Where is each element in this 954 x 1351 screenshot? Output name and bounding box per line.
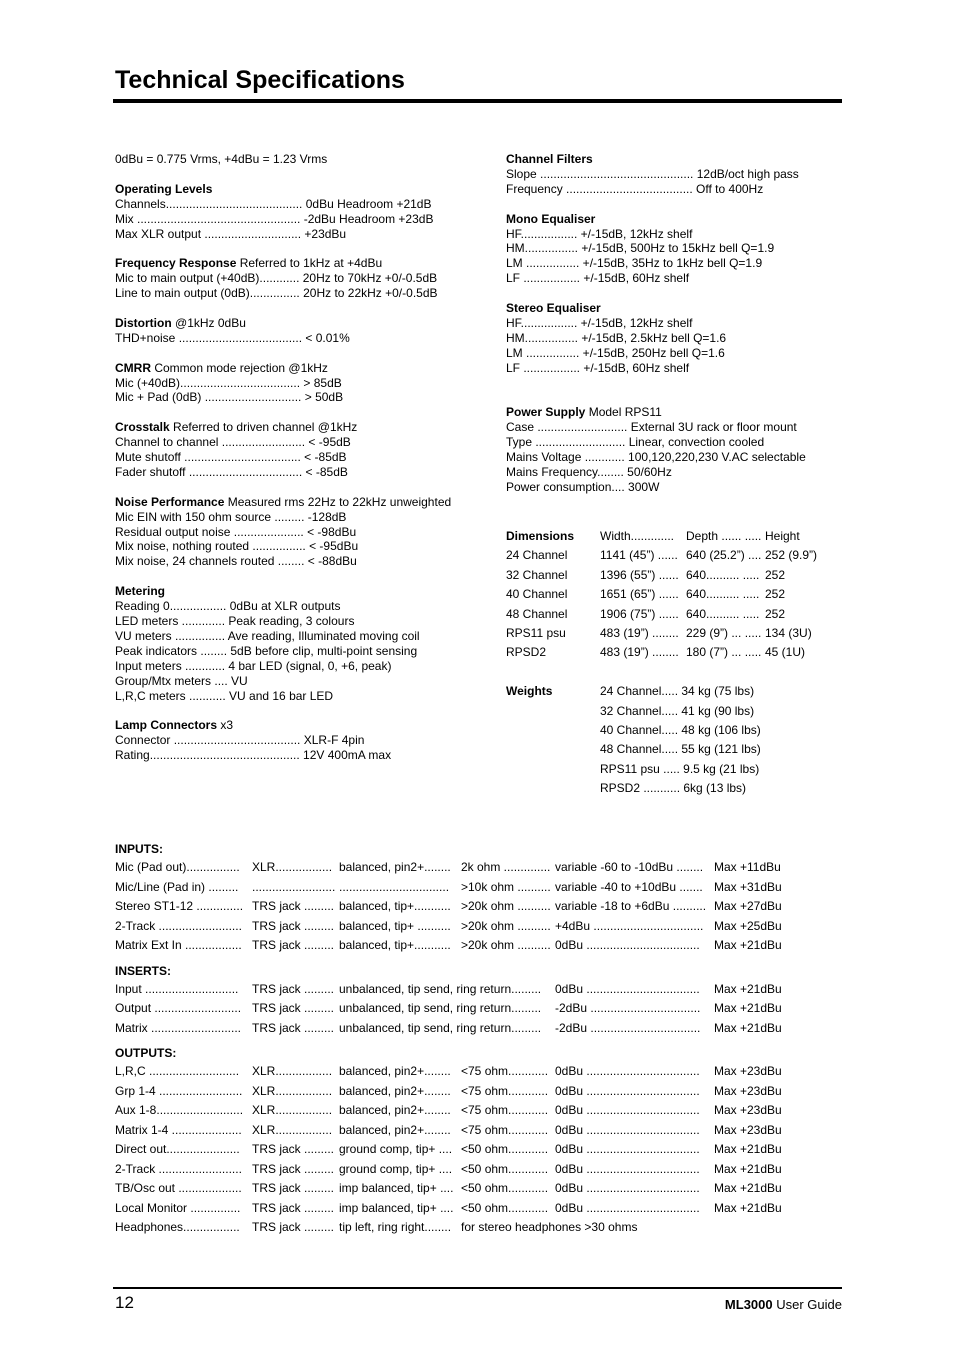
row-label: 48 Channel <box>506 606 568 621</box>
connector-type: TRS jack ......... <box>252 981 335 996</box>
footer-guide-text: User Guide <box>772 1297 842 1312</box>
column-header: Height <box>765 529 800 543</box>
row-label: 24 Channel <box>506 548 568 563</box>
max-level: Max +23dBu <box>714 1103 782 1117</box>
dimensions-table <box>506 527 846 798</box>
connector-type: TRS jack ......... <box>252 1220 335 1234</box>
impedance: for stereo headphones >30 ohms <box>461 1220 638 1234</box>
spec-line: LF ................. +/-15dB, 60Hz shelf <box>506 360 690 375</box>
section-heading: Distortion <box>115 315 172 330</box>
height-value: 134 (3U) <box>765 625 812 640</box>
spec-line: Power consumption.... 300W <box>506 479 660 494</box>
spec-line: HF................. +/-15dB, 12kHz shelf <box>506 315 693 330</box>
column-header: Width............. <box>600 529 675 543</box>
inserts-heading: INSERTS: <box>115 963 172 978</box>
connection: ground comp, tip+ .... <box>339 1142 453 1156</box>
spec-line: Reading 0................. 0dBu at XLR outputs <box>115 599 341 614</box>
table-row <box>115 878 815 898</box>
section-subheading: Model RPS11 <box>585 405 662 420</box>
section-heading: Power Supply <box>506 405 586 420</box>
spec-line: LM ................ +/-15dB, 250Hz bell Q=1.6 <box>506 345 725 360</box>
spec-line: Channels......................................... 0dBu Headroom +21dB <box>115 196 432 211</box>
power-supply-section <box>506 405 806 494</box>
section-heading: Dimensions <box>506 529 575 543</box>
weights-row <box>506 682 846 701</box>
connector-type: TRS jack ......... <box>252 1200 335 1215</box>
row-label: Matrix ........................... <box>115 1020 242 1035</box>
width-value: 1906 (75”) ...... <box>600 606 679 621</box>
weights-row <box>506 721 846 740</box>
channel-filters-section <box>506 152 806 197</box>
height-value: 45 (1U) <box>765 645 806 660</box>
impedance: 2k ohm .............. <box>461 860 551 874</box>
row-label: Mic (Pad out)................ <box>115 860 240 874</box>
row-label: Output .......................... <box>115 1001 242 1015</box>
right-column <box>506 152 806 495</box>
dimensions-row <box>506 546 846 565</box>
nominal-level: 0dBu .................................. <box>555 1103 700 1117</box>
section-heading: Operating Levels <box>115 181 213 196</box>
dimensions-row <box>506 605 846 624</box>
max-level: Max +23dBu <box>714 1122 782 1137</box>
spec-line: Input meters ............ 4 bar LED (signal, 0, +6, peak) <box>115 658 392 673</box>
connection: balanced, tip+ .......... <box>339 918 451 933</box>
max-level: Max +21dBu <box>714 1200 782 1215</box>
connection: balanced, pin2+........ <box>339 1122 451 1137</box>
impedance: >20k ohm .......... <box>461 899 551 913</box>
nominal-level: -2dBu ................................. <box>555 1001 701 1015</box>
weight-value: RPS11 psu ..... 9.5 kg (21 lbs) <box>600 761 760 776</box>
row-label: Headphones................. <box>115 1220 240 1234</box>
dimensions-row <box>506 566 846 585</box>
row-label: RPS11 psu <box>506 625 566 640</box>
max-level: Max +21dBu <box>714 938 782 952</box>
connection: unbalanced, tip send, ring return......... <box>339 1020 542 1035</box>
width-value: 483 (19”) ........ <box>600 625 679 640</box>
impedance: <75 ohm............ <box>461 1064 549 1078</box>
connector-type: TRS jack ......... <box>252 938 335 952</box>
depth-value: 640.......... ..... <box>686 587 760 602</box>
noise-performance-section <box>115 495 451 570</box>
connection: imp balanced, tip+ .... <box>339 1200 454 1215</box>
spec-line: LM ................ +/-15dB, 35Hz to 1kHz bell Q=1.9 <box>506 256 763 271</box>
spec-line: LF ................. +/-15dB, 60Hz shelf <box>506 271 690 286</box>
section-heading: Lamp Connectors <box>115 718 218 733</box>
height-value: 252 <box>765 606 786 621</box>
connector-type: TRS jack ......... <box>252 899 335 913</box>
spec-line: Rating............................................. 12V 400mA max <box>115 748 392 763</box>
row-label: Grp 1-4 ......................... <box>115 1083 243 1098</box>
connection: balanced, pin2+........ <box>339 860 451 874</box>
row-label: 2-Track ......................... <box>115 1161 242 1176</box>
spec-line: Residual output noise ..................... < -98dBu <box>115 524 357 539</box>
nominal-level: -2dBu ................................. <box>555 1020 701 1035</box>
connection: balanced, pin2+........ <box>339 1103 451 1117</box>
depth-value: 180 (7”) ... ..... <box>686 645 762 660</box>
left-column <box>115 152 451 763</box>
table-row <box>115 1199 815 1219</box>
nominal-level: 0dBu .................................. <box>555 1181 700 1195</box>
reference-level-note: 0dBu = 0.775 Vrms, +4dBu = 1.23 Vrms <box>115 152 328 166</box>
spec-line: Mic to main output (+40dB)............ 20Hz to 70kHz +0/-0.5dB <box>115 271 438 286</box>
max-level: Max +25dBu <box>714 918 782 933</box>
weight-value: 32 Channel..... 41 kg (90 lbs) <box>600 703 755 718</box>
row-label: L,R,C ........................... <box>115 1064 240 1078</box>
connection: unbalanced, tip send, ring return......... <box>339 1001 542 1015</box>
io-spec-table <box>115 840 815 1238</box>
spec-line: Line to main output (0dB)............... 20Hz to 22kHz +0/-0.5dB <box>115 286 438 301</box>
impedance: <75 ohm............ <box>461 1103 549 1117</box>
spec-line: Mix ................................................. -2dBu Headroom +23dB <box>115 211 434 226</box>
section-subheading: Measured rms 22Hz to 22kHz unweighted <box>224 494 452 509</box>
nominal-level: +4dBu ................................. <box>555 918 704 933</box>
width-value: 483 (19”) ........ <box>600 645 679 660</box>
row-label: Stereo ST1-12 .............. <box>115 899 244 913</box>
impedance: <50 ohm............ <box>461 1200 549 1215</box>
connector-type: TRS jack ......... <box>252 1001 335 1015</box>
lamp-connectors-section <box>115 718 451 763</box>
nominal-level: 0dBu .................................. <box>555 1161 700 1176</box>
inputs-heading: INPUTS: <box>115 842 163 856</box>
section-subheading: @1kHz 0dBu <box>171 315 246 330</box>
weights-row <box>506 702 846 721</box>
weight-value: 40 Channel..... 48 kg (106 lbs) <box>600 722 761 737</box>
nominal-level: 0dBu .................................. <box>555 1200 700 1215</box>
weight-value: 24 Channel..... 34 kg (75 lbs) <box>600 684 755 699</box>
connector-type: XLR................. <box>252 1064 333 1078</box>
max-level: Max +21dBu <box>714 1161 782 1176</box>
connection: balanced, pin2+........ <box>339 1083 451 1098</box>
cmrr-section <box>115 361 451 406</box>
width-value: 1651 (65”) ...... <box>600 587 679 602</box>
metering-section <box>115 584 451 703</box>
connection: ................................. <box>339 879 450 894</box>
weight-value: 48 Channel..... 55 kg (121 lbs) <box>600 742 761 757</box>
spec-line: Mute shutoff ................................... < -85dB <box>115 450 347 465</box>
section-heading: CMRR <box>115 360 151 375</box>
section-heading: Crosstalk <box>115 420 170 435</box>
inputs-rows <box>115 858 815 956</box>
table-row <box>115 1082 815 1102</box>
row-label: Matrix 1-4 ..................... <box>115 1122 242 1137</box>
footer-guide-title <box>725 1297 842 1312</box>
dimensions-header-row <box>506 527 846 546</box>
spec-line: Mic + Pad (0dB) ............................. > 50dB <box>115 390 344 405</box>
section-heading: Metering <box>115 584 166 599</box>
nominal-level: variable -40 to +10dBu ....... <box>555 879 703 894</box>
spec-line: Mains Voltage ............ 100,120,220,230 V.AC selectable <box>506 450 806 465</box>
width-value: 1396 (55”) ...... <box>600 567 679 582</box>
table-row <box>115 1062 815 1082</box>
spec-line: Type ........................... Linear, convection cooled <box>506 435 765 450</box>
page-title: Technical Specifications <box>115 66 405 94</box>
impedance: <75 ohm............ <box>461 1122 549 1137</box>
max-level: Max +21dBu <box>714 1001 782 1015</box>
depth-value: 229 (9”) ... ..... <box>686 625 762 640</box>
row-label: Aux 1-8.......................... <box>115 1103 244 1117</box>
table-row <box>115 1179 815 1199</box>
connection: unbalanced, tip send, ring return......... <box>339 981 542 996</box>
max-level: Max +21dBu <box>714 1181 782 1195</box>
row-label: RPSD2 <box>506 645 547 660</box>
dimensions-row <box>506 585 846 604</box>
connector-type: TRS jack ......... <box>252 1181 335 1195</box>
impedance: >20k ohm .......... <box>461 918 551 933</box>
section-subheading: Common mode rejection @1kHz <box>151 360 328 375</box>
connection: balanced, tip+........... <box>339 899 451 913</box>
connector-type: TRS jack ......... <box>252 1142 335 1156</box>
section-subheading: Referred to driven channel @1kHz <box>169 420 358 435</box>
impedance: <50 ohm............ <box>461 1161 549 1176</box>
section-heading: Channel Filters <box>506 152 593 166</box>
frequency-response-section <box>115 256 451 301</box>
spec-line: VU meters ............... Ave reading, Illuminated moving coil <box>115 628 420 643</box>
impedance: >10k ohm .......... <box>461 879 551 894</box>
connection: balanced, pin2+........ <box>339 1064 451 1078</box>
crosstalk-section <box>115 420 451 480</box>
max-level: Max +27dBu <box>714 899 782 913</box>
section-heading: Weights <box>506 684 553 699</box>
page-number: 12 <box>115 1293 134 1312</box>
table-row <box>115 1218 815 1238</box>
table-row <box>115 1121 815 1141</box>
max-level: Max +21dBu <box>714 1020 782 1035</box>
weight-value: RPSD2 ........... 6kg (13 lbs) <box>600 781 747 796</box>
row-label: Local Monitor ............... <box>115 1200 241 1215</box>
spec-line: Max XLR output ............................. +23dBu <box>115 226 347 241</box>
table-row <box>115 917 815 937</box>
connector-type: TRS jack ......... <box>252 1161 335 1176</box>
impedance: <75 ohm............ <box>461 1083 549 1098</box>
table-row <box>115 1140 815 1160</box>
spec-line: LED meters ............. Peak reading, 3 colours <box>115 613 355 628</box>
row-label: TB/Osc out ................... <box>115 1181 242 1195</box>
table-row <box>115 999 815 1019</box>
dimensions-row <box>506 643 846 662</box>
table-row <box>115 858 815 878</box>
spec-line: HM................ +/-15dB, 500Hz to 15kHz bell Q=1.9 <box>506 241 775 256</box>
depth-value: 640.......... ..... <box>686 567 760 582</box>
connector-type: TRS jack ......... <box>252 918 335 933</box>
table-row <box>115 980 815 1000</box>
section-heading: Noise Performance <box>115 494 225 509</box>
depth-value: 640 (25.2”) .... <box>686 548 762 563</box>
nominal-level: 0dBu .................................. <box>555 1142 700 1156</box>
nominal-level: variable -18 to +6dBu .......... <box>555 899 707 913</box>
depth-value: 640.......... ..... <box>686 606 760 621</box>
max-level: Max +21dBu <box>714 981 782 996</box>
connection: tip left, ring right........ <box>339 1220 452 1234</box>
connection: ground comp, tip+ .... <box>339 1161 453 1176</box>
spec-line: Case ........................... External 3U rack or floor mount <box>506 420 797 435</box>
footer-model: ML3000 <box>724 1297 773 1312</box>
connector-type: ......................... <box>252 879 336 894</box>
table-row <box>115 897 815 917</box>
connector-type: XLR................. <box>252 1083 333 1098</box>
max-level: Max +11dBu <box>714 860 781 874</box>
weights-row <box>506 779 846 798</box>
nominal-level: 0dBu .................................. <box>555 1083 700 1098</box>
spec-line: THD+noise ..................................... < 0.01% <box>115 330 350 345</box>
table-row <box>115 936 815 956</box>
spec-line: Slope .............................................. 12dB/oct high pass <box>506 166 799 181</box>
section-subheading: Referred to 1kHz at +4dBu <box>236 256 383 271</box>
connector-type: XLR................. <box>252 1103 333 1117</box>
impedance: <50 ohm............ <box>461 1142 549 1156</box>
inserts-rows <box>115 980 815 1039</box>
spec-line: Frequency ...................................... Off to 400Hz <box>506 181 764 196</box>
height-value: 252 (9.9”) <box>765 548 818 563</box>
height-value: 252 <box>765 587 786 602</box>
spec-line: Channel to channel ......................... < -95dB <box>115 435 351 450</box>
table-row <box>115 1019 815 1039</box>
connection: imp balanced, tip+ .... <box>339 1181 454 1195</box>
nominal-level: 0dBu .................................. <box>555 938 700 952</box>
max-level: Max +21dBu <box>714 1142 782 1156</box>
nominal-level: 0dBu .................................. <box>555 981 700 996</box>
weights-row <box>506 760 846 779</box>
outputs-rows <box>115 1062 815 1238</box>
section-heading: Mono Equaliser <box>506 211 596 226</box>
row-label: Mic/Line (Pad in) ......... <box>115 879 239 894</box>
mono-equaliser-section <box>506 212 806 287</box>
spec-line: Mic EIN with 150 ohm source ......... -128dB <box>115 509 347 524</box>
footer-rule <box>113 1287 842 1289</box>
connection: balanced, tip+........... <box>339 938 451 952</box>
table-row <box>115 1101 815 1121</box>
spec-line: Peak indicators ........ 5dB before clip, multi-point sensing <box>115 643 418 658</box>
spec-line: Mix noise, nothing routed ................ < -95dBu <box>115 539 359 554</box>
dimensions-row <box>506 624 846 643</box>
section-heading: Frequency Response <box>115 256 237 271</box>
spec-line: Group/Mtx meters .... VU <box>115 673 248 688</box>
row-label: 2-Track ......................... <box>115 918 242 933</box>
row-label: Input ............................ <box>115 981 239 996</box>
spec-line: Connector ...................................... XLR-F 4pin <box>115 733 365 748</box>
height-value: 252 <box>765 567 786 582</box>
title-rule <box>113 99 842 103</box>
row-label: Direct out...................... <box>115 1142 240 1156</box>
spec-line: Mix noise, 24 channels routed ........ < -88dBu <box>115 554 357 569</box>
nominal-level: 0dBu .................................. <box>555 1122 700 1137</box>
spec-line: Fader shutoff .................................. < -85dB <box>115 464 348 479</box>
spec-line: HF................. +/-15dB, 12kHz shelf <box>506 226 693 241</box>
width-value: 1141 (45”) ...... <box>600 548 678 563</box>
spec-line: L,R,C meters ........... VU and 16 bar LED <box>115 688 334 703</box>
nominal-level: variable -60 to -10dBu ........ <box>555 860 704 874</box>
weights-row <box>506 740 846 759</box>
nominal-level: 0dBu .................................. <box>555 1064 700 1078</box>
spec-line: HM................ +/-15dB, 2.5kHz bell Q=1.6 <box>506 330 727 345</box>
table-row <box>115 1160 815 1180</box>
row-label: Matrix Ext In ................. <box>115 938 242 952</box>
section-subheading: x3 <box>217 718 234 733</box>
max-level: Max +31dBu <box>714 879 782 894</box>
row-label: 40 Channel <box>506 587 568 602</box>
connector-type: XLR................. <box>252 860 333 874</box>
spec-line: Mains Frequency........ 50/60Hz <box>506 464 672 479</box>
max-level: Max +23dBu <box>714 1064 782 1078</box>
connector-type: TRS jack ......... <box>252 1020 335 1035</box>
distortion-section <box>115 316 451 346</box>
column-header: Depth ...... ..... <box>686 529 762 543</box>
connector-type: XLR................. <box>252 1122 333 1137</box>
impedance: <50 ohm............ <box>461 1181 549 1195</box>
outputs-heading: OUTPUTS: <box>115 1046 177 1060</box>
stereo-equaliser-section <box>506 301 806 376</box>
section-heading: Stereo Equaliser <box>506 301 601 316</box>
operating-levels-section <box>115 182 451 242</box>
spec-line: Mic (+40dB).................................... > 85dB <box>115 375 342 390</box>
row-label: 32 Channel <box>506 567 568 582</box>
impedance: >20k ohm .......... <box>461 938 551 952</box>
max-level: Max +23dBu <box>714 1083 782 1098</box>
